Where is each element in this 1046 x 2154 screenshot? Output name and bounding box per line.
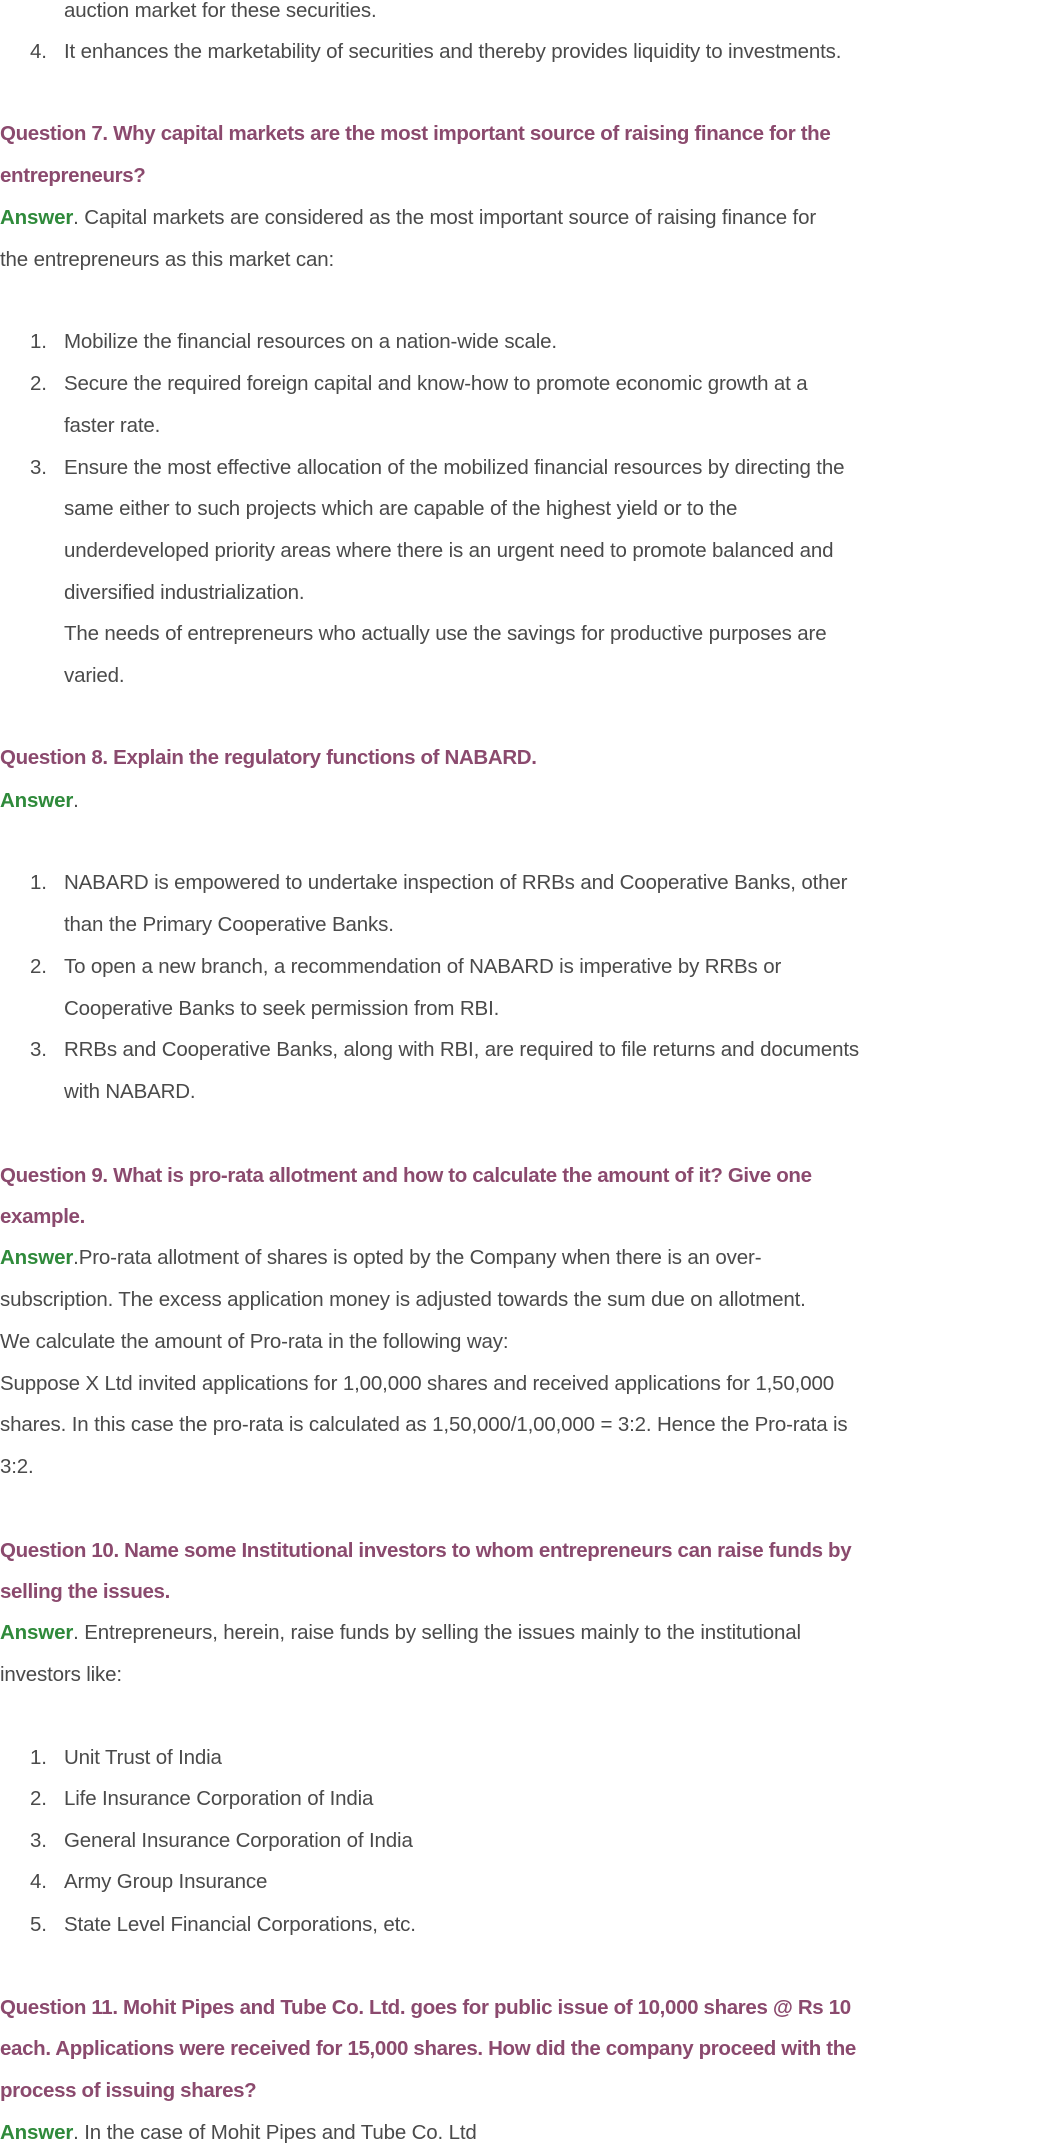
list-item bbox=[0, 988, 1046, 1030]
list-item bbox=[0, 1029, 1046, 1071]
answer-text bbox=[0, 1612, 801, 1654]
list-item-text: auction market for these securities. bbox=[64, 0, 377, 22]
list-item-text: Cooperative Banks to seek permission from RBI. bbox=[64, 997, 500, 1020]
list-item-text: RRBs and Cooperative Banks, along with RBI, are required to file returns and documents bbox=[64, 1038, 859, 1061]
list-item-text: Secure the required foreign capital and know-how to promote economic growth at a bbox=[64, 372, 808, 395]
answer-text bbox=[0, 2112, 477, 2154]
list-item bbox=[0, 1904, 1046, 1946]
question-heading: Question 7. Why capital markets are the most important source of raising finance for the bbox=[0, 122, 831, 145]
answer-label: Answer bbox=[0, 1246, 74, 1269]
list-item bbox=[0, 946, 1046, 988]
answer-text bbox=[0, 1446, 34, 1488]
question-heading: Question 11. Mohit Pipes and Tube Co. Ltd. goes for public issue of 10,000 shares @ Rs 10 bbox=[0, 1996, 851, 2019]
list-item-text: than the Primary Cooperative Banks. bbox=[64, 913, 394, 936]
answer-text bbox=[0, 1404, 848, 1446]
list-item-text: The needs of entrepreneurs who actually use the savings for productive purposes are bbox=[64, 622, 827, 645]
list-item-text: Mobilize the financial resources on a nation-wide scale. bbox=[64, 330, 557, 353]
list-number: 3. bbox=[30, 1829, 47, 1852]
list-number: 1. bbox=[30, 1746, 47, 1769]
list-item bbox=[0, 1820, 1046, 1862]
list-item-text: diversified industrialization. bbox=[64, 581, 305, 604]
list-number: 5. bbox=[30, 1913, 47, 1936]
list-number: 1. bbox=[30, 871, 47, 894]
question-heading: Question 8. Explain the regulatory functions of NABARD. bbox=[0, 746, 537, 769]
list-item-text: To open a new branch, a recommendation of NABARD is imperative by RRBs or bbox=[64, 955, 782, 978]
list-item-text: Life Insurance Corporation of India bbox=[64, 1787, 374, 1810]
answer-text bbox=[0, 1321, 508, 1363]
question-heading: entrepreneurs? bbox=[0, 164, 146, 187]
list-item bbox=[0, 447, 1046, 489]
list-item bbox=[0, 1778, 1046, 1820]
answer-text bbox=[0, 1279, 806, 1321]
list-item bbox=[0, 0, 1046, 32]
list-item-text: State Level Financial Corporations, etc. bbox=[64, 1913, 416, 1936]
list-number: 1. bbox=[30, 330, 47, 353]
question-heading: Question 10. Name some Institutional investors to whom entrepreneurs can raise funds by bbox=[0, 1539, 852, 1562]
answer-line-text: shares. In this case the pro-rata is calculated as 1,50,000/1,00,000 = 3:2. Hence the Pro-rata is bbox=[0, 1413, 848, 1436]
list-item-text: It enhances the marketability of securities and thereby provides liquidity to investments. bbox=[64, 40, 842, 63]
list-item-text: faster rate. bbox=[64, 414, 161, 437]
list-item-text: with NABARD. bbox=[64, 1080, 196, 1103]
list-number: 4. bbox=[30, 40, 47, 63]
list-item bbox=[0, 613, 1046, 655]
question-heading: selling the issues. bbox=[0, 1580, 170, 1603]
list-item bbox=[0, 1071, 1046, 1113]
answer-text bbox=[0, 1654, 122, 1696]
answer-label: Answer bbox=[0, 206, 74, 229]
list-item bbox=[0, 488, 1046, 530]
list-number: 2. bbox=[30, 955, 47, 978]
list-item-text: General Insurance Corporation of India bbox=[64, 1829, 413, 1852]
list-item bbox=[0, 405, 1046, 447]
list-number: 2. bbox=[30, 372, 47, 395]
answer-line-text: 3:2. bbox=[0, 1455, 34, 1478]
list-item bbox=[0, 655, 1046, 697]
list-item-text: underdeveloped priority areas where there is an urgent need to promote balanced and bbox=[64, 539, 834, 562]
list-item bbox=[0, 363, 1046, 405]
answer-text bbox=[0, 780, 79, 822]
list-item bbox=[0, 321, 1046, 363]
answer-text bbox=[0, 197, 816, 239]
question-heading: process of issuing shares? bbox=[0, 2079, 257, 2102]
list-item bbox=[0, 530, 1046, 572]
list-item bbox=[0, 31, 1046, 73]
answer-line-text: . In the case of Mohit Pipes and Tube Co. Ltd bbox=[73, 2121, 477, 2144]
answer-text bbox=[0, 1237, 761, 1279]
list-item-text: NABARD is empowered to undertake inspection of RRBs and Cooperative Banks, other bbox=[64, 871, 848, 894]
answer-line-text: subscription. The excess application money is adjusted towards the sum due on allotment. bbox=[0, 1288, 806, 1311]
list-item-text: Ensure the most effective allocation of the mobilized financial resources by directing the bbox=[64, 456, 845, 479]
list-item bbox=[0, 572, 1046, 614]
list-item bbox=[0, 904, 1046, 946]
answer-line-text: We calculate the amount of Pro-rata in the following way: bbox=[0, 1330, 509, 1353]
question-heading: Question 9. What is pro-rata allotment and how to calculate the amount of it? Give one bbox=[0, 1164, 812, 1187]
list-item-text: same either to such projects which are capable of the highest yield or to the bbox=[64, 497, 738, 520]
answer-line-text: investors like: bbox=[0, 1663, 122, 1686]
question-heading: example. bbox=[0, 1205, 85, 1228]
list-item-text: Army Group Insurance bbox=[64, 1870, 268, 1893]
list-number: 3. bbox=[30, 456, 47, 479]
list-number: 2. bbox=[30, 1787, 47, 1810]
list-number: 3. bbox=[30, 1038, 47, 1061]
list-number: 4. bbox=[30, 1870, 47, 1893]
answer-text bbox=[0, 1363, 834, 1405]
list-item-text: Unit Trust of India bbox=[64, 1746, 222, 1769]
list-item bbox=[0, 862, 1046, 904]
answer-line-text: the entrepreneurs as this market can: bbox=[0, 248, 335, 271]
answer-line-text: . bbox=[73, 789, 79, 812]
question-heading: each. Applications were received for 15,000 shares. How did the company proceed with the bbox=[0, 2037, 856, 2060]
answer-label: Answer bbox=[0, 789, 74, 812]
answer-line-text: .Pro-rata allotment of shares is opted by the Company when there is an over- bbox=[73, 1246, 762, 1269]
list-item-text: varied. bbox=[64, 664, 125, 687]
answer-label: Answer bbox=[0, 2121, 74, 2144]
answer-line-text: . Entrepreneurs, herein, raise funds by selling the issues mainly to the institutional bbox=[73, 1621, 801, 1644]
answer-label: Answer bbox=[0, 1621, 74, 1644]
list-item bbox=[0, 1737, 1046, 1779]
answer-line-text: Suppose X Ltd invited applications for 1,00,000 shares and received applications for 1,50,000 bbox=[0, 1372, 834, 1395]
list-item bbox=[0, 1861, 1046, 1903]
answer-line-text: . Capital markets are considered as the most important source of raising finance for bbox=[73, 206, 816, 229]
answer-text bbox=[0, 239, 334, 281]
